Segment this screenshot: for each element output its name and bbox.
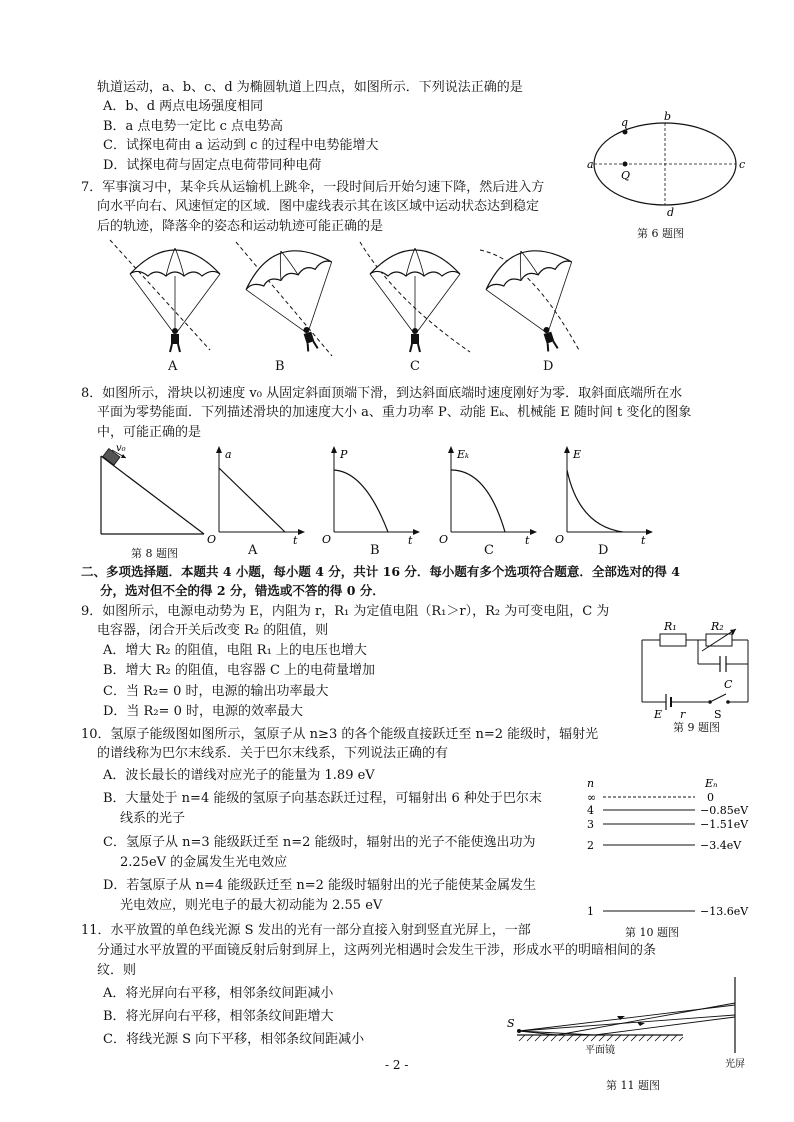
q6-label-a: a (587, 158, 594, 171)
q8-graph-a-ylabel: a (225, 448, 232, 461)
q10-level-2-n: 2 (587, 839, 594, 852)
q8-graph-c (437, 446, 537, 546)
q8-graph-b-t: t (408, 534, 413, 547)
q10-option-d-2: 光电效应，则光电子的最大初动能为 2.55 eV (120, 898, 383, 913)
q6-label-q: q (621, 116, 629, 129)
q6-label-b: b (664, 110, 672, 123)
q7-choice-d: D (543, 359, 554, 374)
q8-graph-d (553, 446, 653, 546)
q7-parachute-figures (110, 240, 610, 358)
page-number: - 2 - (385, 1058, 409, 1072)
q7-line-2: 向水平向右、风速恒定的区域．图中虚线表示其在该区域中运动状态达到稳定 (97, 199, 540, 214)
q10-label-En: Eₙ (705, 777, 718, 790)
q7-line-3: 后的轨迹，降落伞的姿态和运动轨迹可能正确的是 (97, 219, 384, 234)
q9-option-d: D．当 R₂= 0 时，电源的效率最大 (103, 704, 303, 719)
section2-heading-1: 二、多项选择题．本题共 4 小题，每小题 4 分，共计 16 分．每小题有多个选项符合题意．全部选对的得 4 (81, 564, 680, 579)
q8-graph-a-label: A (248, 543, 258, 558)
q11-line-1: 11．水平放置的单色线光源 S 发出的光有一部分直接入射到竖直光屏上，一部 (81, 923, 531, 938)
q6-option-b: B．a 点电势一定比 c 点电势高 (103, 119, 283, 134)
q8-graph-b-label: B (370, 543, 380, 558)
q8-graph-a-origin: O (207, 533, 217, 546)
q6-caption: 第 6 题图 (637, 227, 684, 240)
q10-line-2: 的谱线称为巴尔末线系．关于巴尔末线系，下列说法正确的有 (97, 746, 449, 761)
q9-line-1: 9．如图所示，电源电动势为 E，内阻为 r，R₁ 为定值电阻（R₁＞r），R₂ 为可变电阻，C 为 (81, 604, 610, 619)
q10-option-b-1: B．大量处于 n=4 能级的氢原子向基态跃迁过程，可辐射出 6 种处于巴尔末 (103, 791, 542, 806)
q8-caption: 第 8 题图 (131, 547, 178, 560)
q9-line-2: 电容器，闭合开关后改变 R₂ 的阻值，则 (97, 623, 329, 638)
q6-label-d: d (667, 206, 675, 219)
q8-graph-d-label: D (598, 543, 609, 558)
q8-graph-d-ylabel: E (573, 448, 582, 461)
parachute-d-icon (478, 237, 596, 364)
q10-option-a: A．波长最长的谱线对应光子的能量为 1.89 eV (103, 768, 375, 783)
q7-choice-a: A (168, 359, 178, 374)
q11-option-a: A．将光屏向右平移，相邻条纹间距减小 (103, 986, 334, 1001)
q8-graph-d-origin: O (555, 533, 565, 546)
q8-graph-d-t: t (641, 534, 646, 547)
q11-label-mirror: 平面镜 (585, 1045, 615, 1056)
q6-option-a: A．b、d 两点电场强度相同 (103, 99, 264, 114)
q11-line-3: 纹．则 (97, 963, 137, 978)
q11-caption: 第 11 题图 (606, 1079, 660, 1092)
q8-graph-c-ylabel: Eₖ (457, 448, 470, 461)
parachute-b-icon (236, 237, 356, 364)
q8-graph-c-t: t (525, 534, 530, 547)
q9-label-R1: R₁ (664, 620, 677, 633)
q7-choice-b: B (275, 359, 285, 374)
q10-level-2-e: −3.4eV (700, 839, 742, 852)
q10-level-inf-n: ∞ (587, 791, 597, 804)
q8-graph-a-t: t (293, 534, 298, 547)
q11-line-2: 分通过水平放置的平面镜反射后射到屏上，这两列光相遇时会发生干涉，形成水平的明暗相间的条 (97, 943, 657, 958)
q8-incline-figure (96, 443, 208, 541)
q10-option-d-1: D．若氢原子从 n=4 能级跃迁至 n=2 能级时辐射出的光子能使某金属发生 (103, 878, 537, 893)
q9-label-r: r (680, 708, 686, 721)
q9-option-b: B．增大 R₂ 的阻值，电容器 C 上的电荷量增加 (103, 663, 376, 678)
parachute-c-icon (360, 242, 470, 352)
q10-level-1-n: 1 (587, 905, 594, 918)
q11-mirror-figure (505, 975, 765, 1075)
q8-graph-c-label: C (484, 543, 494, 558)
q10-level-4-n: 4 (587, 804, 594, 817)
q9-label-C: C (724, 678, 733, 691)
q10-level-3-n: 3 (587, 818, 594, 831)
q6-ellipse-figure (585, 110, 755, 220)
parachute-a-icon (110, 240, 220, 352)
q8-graph-c-origin: O (439, 533, 449, 546)
q7-line-1: 7．军事演习中，某伞兵从运输机上跳伞，一段时间后开始匀速下降，然后进入方 (81, 180, 545, 195)
q8-graph-b-origin: O (322, 533, 332, 546)
q10-option-c-2: 2.25eV 的金属发生光电效应 (120, 855, 288, 870)
q6-label-Q: Q (621, 169, 631, 182)
q6-stem-tail: 轨道运动，a、b、c、d 为椭圆轨道上四点，如图所示．下列说法正确的是 (97, 80, 523, 95)
q8-graph-b-ylabel: P (340, 448, 348, 461)
q10-level-4-e: −0.85eV (700, 804, 749, 817)
q7-choice-c: C (410, 359, 420, 374)
q10-level-1-e: −13.6eV (700, 905, 749, 918)
q9-label-E: E (654, 708, 663, 721)
q8-line-1: 8．如图所示，滑块以初速度 v₀ 从固定斜面顶端下滑，到达斜面底端时速度刚好为零．取斜面底端所在水 (81, 386, 683, 401)
q8-graph-a (205, 446, 305, 546)
q10-energy-level-figure (583, 776, 753, 918)
q6-option-d: D．试探电荷与固定点电荷带同种电荷 (103, 158, 322, 173)
section2-heading-2: 分，选对但不全的得 2 分，错选或不答的得 0 分． (100, 583, 385, 598)
q8-v0-label: v₀ (116, 443, 126, 454)
q9-option-c: C．当 R₂= 0 时，电源的输出功率最大 (103, 684, 329, 699)
q9-caption: 第 9 题图 (673, 721, 720, 734)
q10-caption: 第 10 题图 (625, 926, 679, 939)
q10-label-n: n (587, 777, 595, 790)
q11-option-c: C．将线光源 S 向下平移，相邻条纹间距减小 (103, 1032, 365, 1047)
q9-label-R2: R₂ (711, 620, 724, 633)
q10-level-inf-e: 0 (707, 791, 714, 804)
q10-option-c-1: C．氢原子从 n=3 能级跃迁至 n=2 能级时，辐射出的光子不能使逸出功为 (103, 835, 536, 850)
q8-line-2: 平面为零势能面．下列描述滑块的加速度大小 a、重力功率 P、动能 Eₖ、机械能 E 随时间 t 变化的图象 (97, 405, 692, 420)
q9-circuit-figure (636, 618, 756, 720)
q6-label-c: c (739, 158, 746, 171)
q11-label-screen: 光屏 (725, 1059, 745, 1070)
q11-option-b: B．将光屏向右平移，相邻条纹间距增大 (103, 1009, 334, 1024)
q8-line-3: 中，可能正确的是 (97, 425, 202, 440)
q9-option-a: A．增大 R₂ 的阻值，电阻 R₁ 上的电压也增大 (103, 643, 367, 658)
q8-graph-b (320, 446, 420, 546)
q10-option-b-2: 线系的光子 (120, 811, 186, 826)
q10-level-3-e: −1.51eV (700, 818, 749, 831)
q9-label-S: S (714, 708, 722, 721)
q10-line-1: 10．氢原子能级图如图所示，氢原子从 n≥3 的各个能级直接跃迁至 n=2 能级时，辐射光 (81, 727, 599, 742)
q6-option-c: C．试探电荷由 a 运动到 c 的过程中电势能增大 (103, 138, 379, 153)
q11-label-S: S (507, 1017, 515, 1030)
